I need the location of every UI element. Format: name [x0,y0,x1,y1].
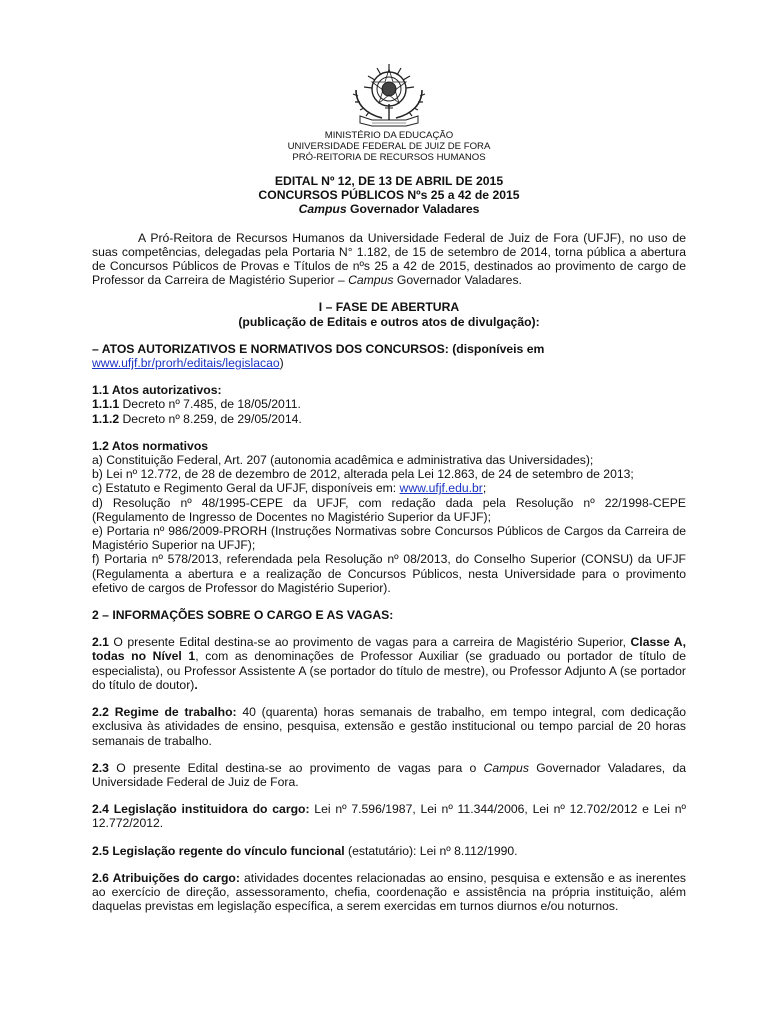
list-item [92,412,686,426]
intro-text: A Pró-Reitora de Recursos Humanos da Universidade Federal de Juiz de Fora (UFJF), no uso de suas competências, delegadas pela Portaria N° 1.182, de 15 de setembro de 2014, torna pública a abertura de Concursos Públicos de Provas e Títulos de nºs 25 a 42 de 2015, destinados ao provimento de cargo de Professor da Carreira de Magistério Superior – [92,230,686,288]
p21-number: 2.1 [92,635,109,650]
section2-heading: 2 – INFORMAÇÕES SOBRE O CARGO E AS VAGAS: [92,608,394,623]
atos-heading: – ATOS AUTORIZATIVOS E NORMATIVOS DOS CONCURSOS: (disponíveis em [92,341,545,356]
edital-page [92,58,686,913]
edital-title-line2: CONCURSOS PÚBLICOS Nºs 25 a 42 de 2015 [258,188,520,203]
section1-heading-block [92,300,686,328]
institution-header [92,130,686,163]
p23-campus: Campus [483,760,529,775]
p23-text1: O presente Edital destina-se ao provimento de vagas para o [108,760,484,775]
p22-label: 2.2 Regime de trabalho: [92,705,237,720]
item-text: Decreto nº 7.485, de 18/05/2011. [119,397,301,412]
p21-bold: Classe A, todas no Nível 1 [92,635,686,664]
campus-word: Campus [298,202,347,217]
edital-title-line3 [92,202,686,216]
atos-close: ) [279,356,284,371]
autorizativos-block [92,383,686,426]
normativos-block [92,439,686,595]
p24-text: Lei nº 7.596/1987, Lei nº 11.344/2006, Lei nº 12.702/2012 e Lei nº 12.772/2012. [92,802,686,831]
p23-text2: Governador Valadares, da Universidade Federal de Juiz de Fora. [92,760,686,789]
normativo-e: e) Portaria nº 986/2009-PRORH (Instruções Normativas sobre Concursos Públicos de Cargos da Carreira de Magistério Superior na UFJF); [92,524,686,553]
p25-text: (estatutário): Lei nº 8.112/1990. [344,843,518,858]
normativo-c [92,481,686,495]
intro-end: Governador Valadares. [393,273,522,288]
p23-number: 2.3 [92,760,109,775]
normativo-f: f) Portaria nº 578/2013, referendada pela Resolução nº 08/2013, do Conselho Superior (CONSU) da UFJF (Regulamenta a abertura e a realização de Concursos Públicos, nesta Universidade para o provimento efetivo de cargos de Professor do Magistério Superior). [92,552,686,595]
p21-end: . [194,677,198,692]
normativo-c-text: c) Estatuto e Regimento Geral da UFJF, disponíveis em: [92,481,400,496]
section1-subheading: (publicação de Editais e outros atos de divulgação): [238,314,540,329]
paragraph-2-1 [92,635,686,692]
p21-text2: , com as denominações de Professor Auxiliar (se graduado ou portador de título de especialista), ou Professor Assistente A (se portador do título de mestre), ou Professor Adjunto A (se portador do título de doutor) [92,649,686,692]
section1-heading: I – FASE DE ABERTURA [318,300,460,315]
p26-label: 2.6 Atribuições do cargo: [92,870,240,885]
legislacao-link[interactable]: www.ufjf.br/prorh/editais/legislacao [92,356,280,371]
prorh-label: PRÓ-REITORIA DE RECURSOS HUMANOS [292,152,486,163]
autorizativos-heading: 1.1 Atos autorizativos: [92,383,222,398]
ministry-label: MINISTÉRIO DA EDUCAÇÃO [324,130,454,141]
normativos-heading: 1.2 Atos normativos [92,438,209,453]
item-text: Decreto nº 8.259, de 29/05/2014. [119,411,302,426]
intro-campus: Campus [348,273,394,288]
paragraph-2-5 [92,844,686,858]
p24-label: 2.4 Legislação instituidora do cargo: [92,802,310,817]
p25-label: 2.5 Legislação regente do vínculo funcional [92,843,345,858]
p21-text1: O presente Edital destina-se ao provimento de vagas para a carreira de Magistério Superior, [108,635,631,650]
normativo-d: d) Resolução nº 48/1995-CEPE da UFJF, com redação dada pela Resolução nº 22/1998-CEPE (Regulamento de Ingresso de Docentes no Magistério Superior da UFJF); [92,495,686,524]
item-number: 1.1.1 [92,397,120,412]
edital-title [92,174,686,217]
normativo-c-end: ; [482,481,487,496]
edital-title-line1: EDITAL Nº 12, DE 13 DE ABRIL DE 2015 [274,174,504,188]
p22-text: 40 (quarenta) horas semanais de trabalho, em tempo integral, com dedicação exclusiva às atividades de ensino, pesquisa, extensão e gestão institucional ou tempo parcial de 20 horas semanais de trabalho. [92,705,686,748]
brazil-coat-of-arms-icon [342,58,436,128]
paragraph-2-4 [92,802,686,830]
campus-name: Governador Valadares [346,202,480,217]
ufjf-link[interactable]: www.ufjf.edu.br [399,481,483,496]
intro-paragraph [92,231,686,288]
paragraph-2-6 [92,871,686,914]
list-item [92,397,686,411]
normativo-a: a) Constituição Federal, Art. 207 (autonomia acadêmica e administrativa das Universidades); [92,453,594,468]
paragraph-2-2 [92,705,686,748]
university-label: UNIVERSIDADE FEDERAL DE JUIZ DE FORA [287,141,491,152]
p26-text: atividades docentes relacionadas ao ensino, pesquisa e extensão e as inerentes ao exercício de direção, assessoramento, chefia, coordenação e assistência na própria instituição, além daquelas previstas em legislação específica, a serem exercidas em turnos diurnos e/ou noturnos. [92,870,687,914]
paragraph-2-3 [92,761,686,789]
item-number: 1.1.2 [92,411,120,426]
normativo-b: b) Lei nº 12.772, de 28 de dezembro de 2012, alterada pela Lei 12.863, de 24 de setembro de 2013; [92,467,634,482]
atos-paragraph [92,342,686,370]
